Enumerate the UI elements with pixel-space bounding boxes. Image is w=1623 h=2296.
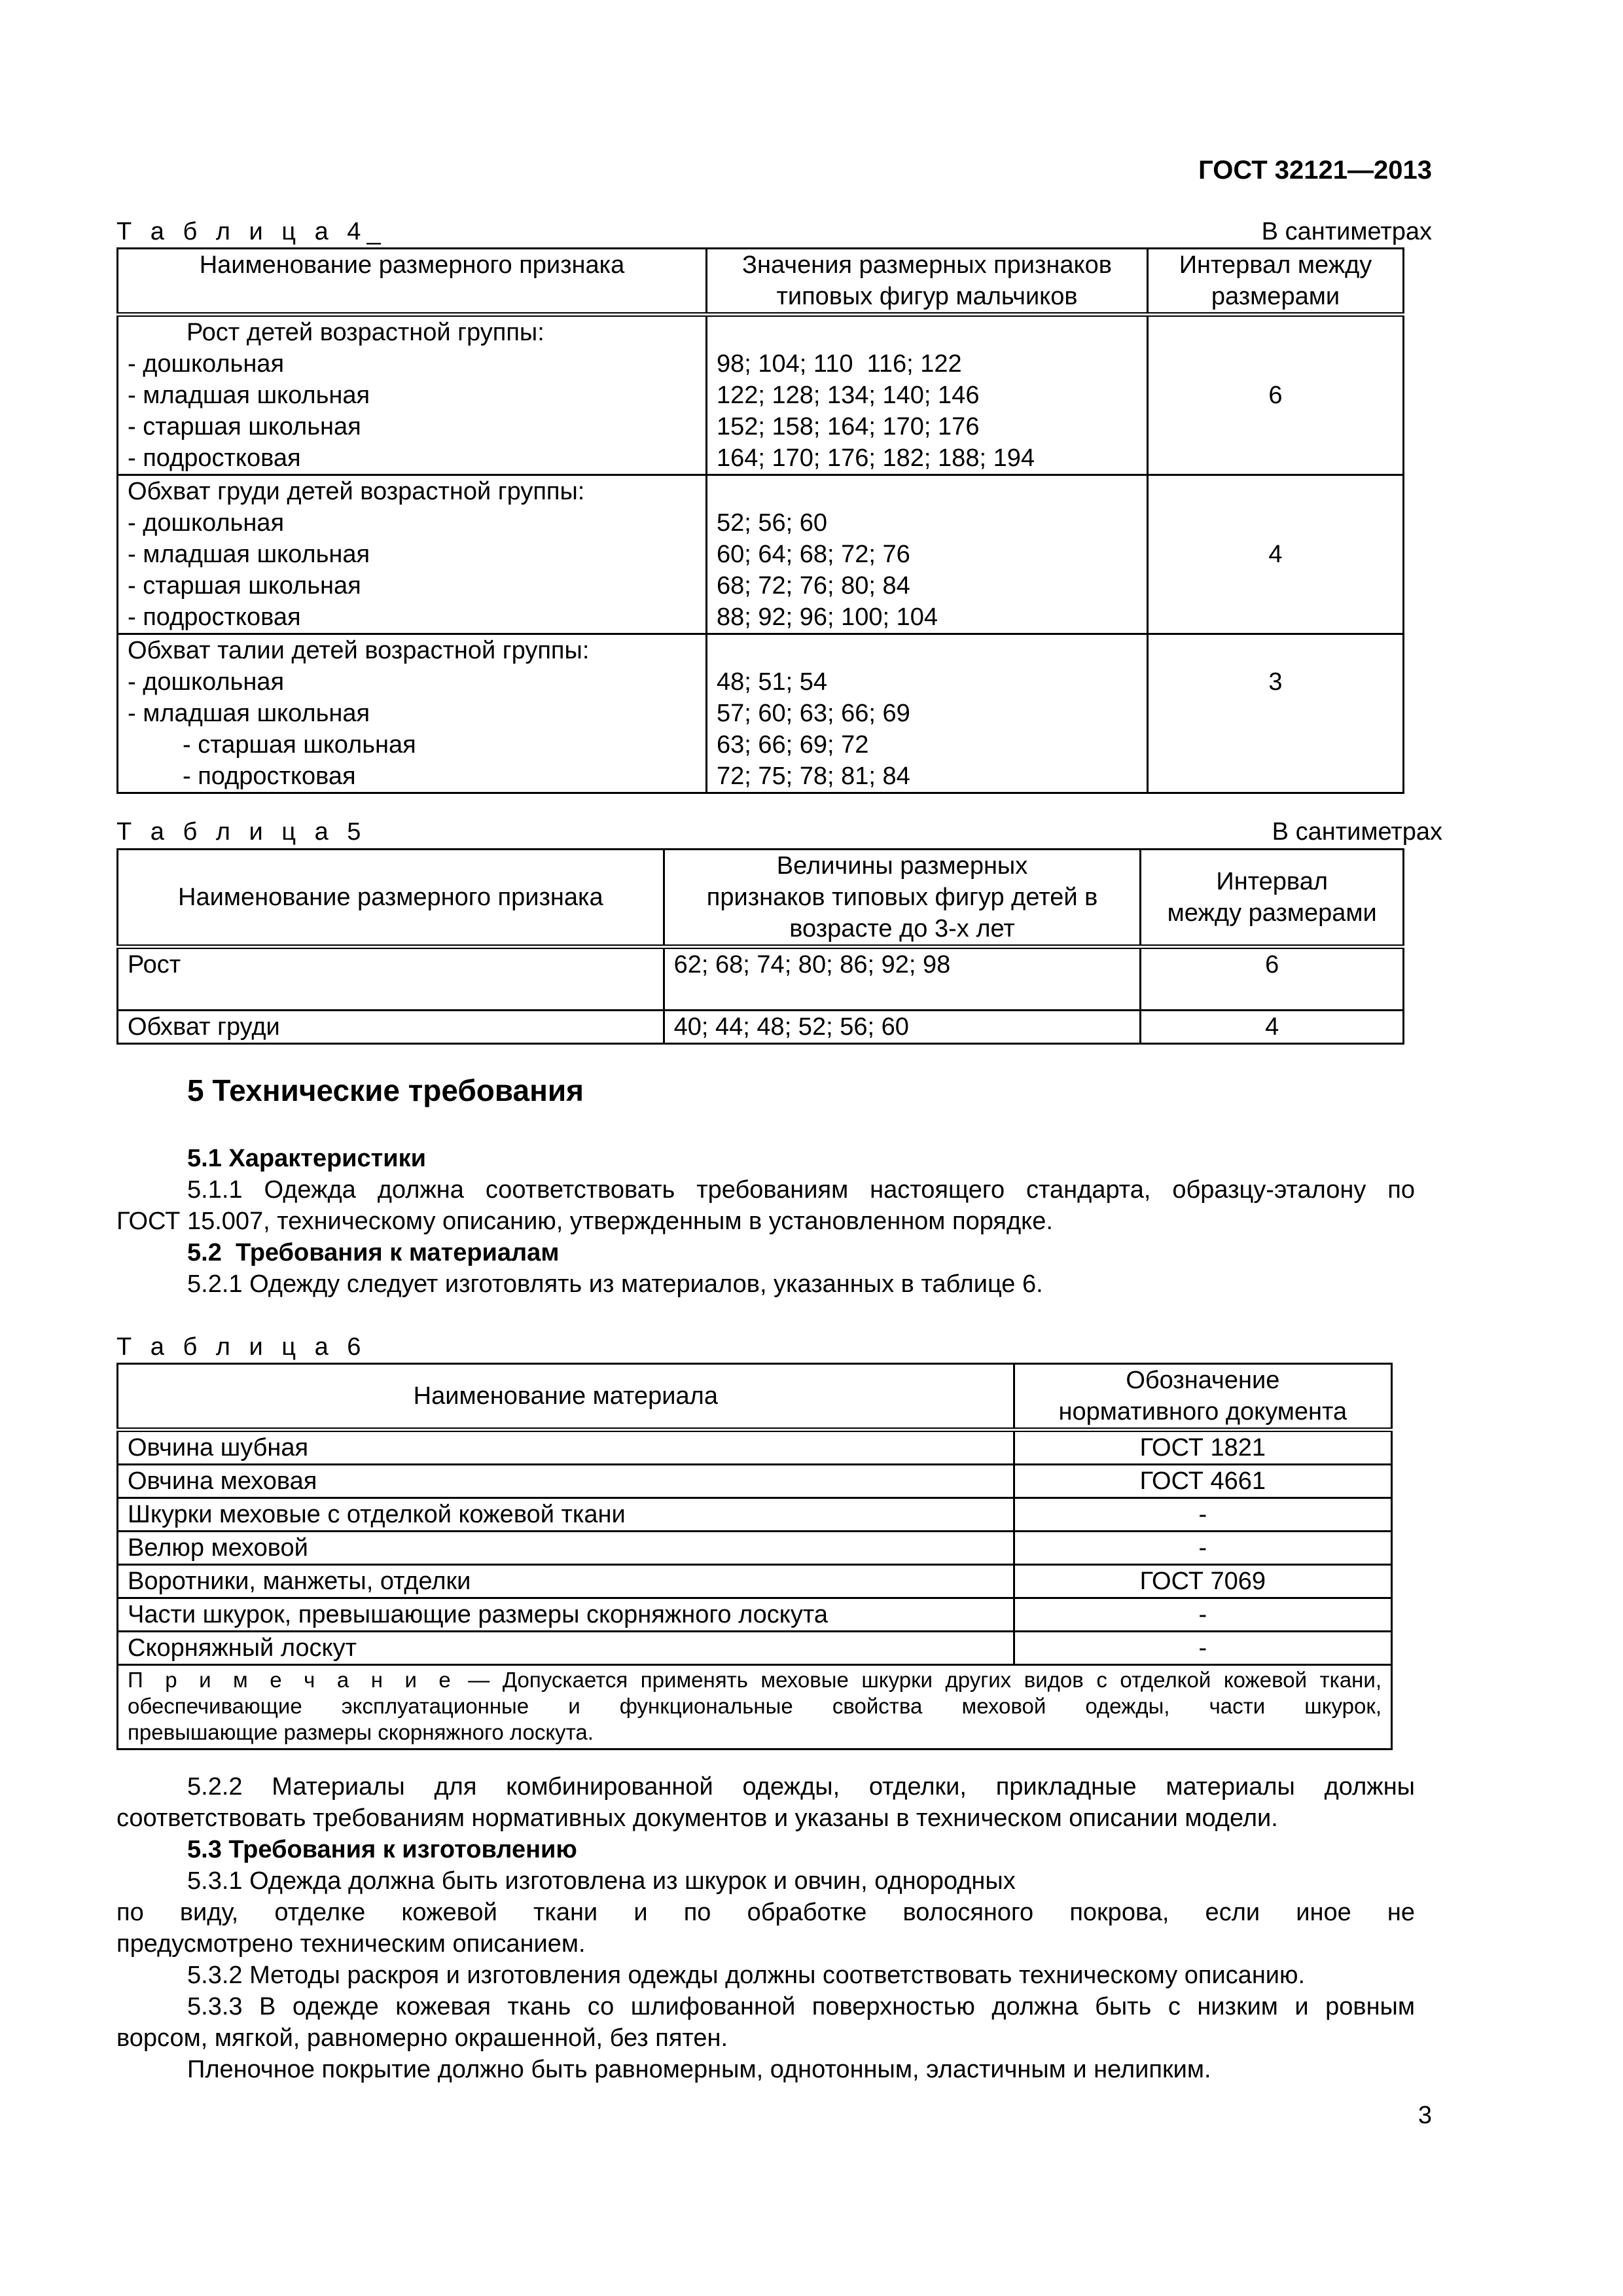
note-label: П р и м е ч а н и е [128, 1668, 455, 1692]
table4-group-height [118, 315, 1404, 475]
table4-group-waist [118, 634, 1404, 793]
table6-header-row [118, 1364, 1392, 1430]
table5-cell-interval: 4 [1141, 1011, 1404, 1044]
table6-note-row [118, 1665, 1392, 1749]
table6-header-doc: Обозначение нормативного документа [1014, 1364, 1391, 1430]
table5-caption: Т а б л и ц а 5 [116, 818, 367, 846]
table5-row [118, 1011, 1404, 1044]
paragraph-5-2-1: 5.2.1 Одежду следует изготовлять из материалов, указанных в таблице 6. [187, 1270, 1043, 1298]
table4-group-chest [118, 475, 1404, 634]
table6-note [118, 1665, 1392, 1749]
table5-header-interval: Интервал между размерами [1141, 850, 1404, 947]
caption-mark: _ [366, 218, 387, 245]
table4-group-labels: Обхват груди детей возрастной группы: - дошкольная - младшая школьная - старшая школьная - подростковая [118, 475, 707, 634]
table4-group-labels: Обхват талии детей возрастной группы: - дошкольная - младшая школьная - старшая школьная - подростковая [118, 634, 707, 793]
paragraph-film-coating: Пленочное покрытие должно быть равномерным, однотонным, эластичным и нелипким. [187, 2056, 1211, 2083]
table4-header-values: Значения размерных признаков типовых фигур мальчиков [706, 249, 1147, 315]
paragraph-5-3-1: 5.3.1 Одежда должна быть изготовлена из шкурок и овчин, однородных по виду, отделке кожевой ткани и по обработке волосяного покрова, если иное не предусмотрено техническим описанием. [116, 1867, 1415, 1958]
table6-cell-name: Шкурки меховые с отделкой кожевой ткани [118, 1498, 1014, 1532]
table5-header-values: Величины размерных признаков типовых фигур детей в возрасте до 3-х лет [664, 850, 1141, 947]
table6-row [118, 1598, 1392, 1632]
table5-header-name: Наименование размерного признака [118, 850, 664, 947]
table5-cell-interval: 6 [1141, 947, 1404, 1011]
page-number: 3 [1418, 2102, 1432, 2129]
table4-caption: Т а б л и ц а 4_ [116, 218, 387, 245]
paragraph-5-3-3: 5.3.3 В одежде кожевая ткань со шлифованной поверхностью должна быть с низким и ровным ворсом, мягкой, равномерно окрашенной, без пятен. [116, 1993, 1415, 2052]
paragraph-5-3-2: 5.3.2 Методы раскроя и изготовления одежды должны соответствовать техническому описанию. [187, 1962, 1306, 1989]
table6-cell-doc: ГОСТ 4661 [1014, 1465, 1391, 1498]
table6-cell-name: Скорняжный лоскут [118, 1632, 1014, 1665]
table5-cell-name: Обхват груди [118, 1011, 664, 1044]
document-code: ГОСТ 32121—2013 [1198, 156, 1432, 185]
table6-cell-doc: - [1014, 1498, 1391, 1532]
subsection-heading-5-1: 5.1 Характеристики [187, 1145, 427, 1172]
table6-caption: Т а б л и ц а 6 [116, 1333, 367, 1361]
table4 [116, 247, 1404, 794]
table4-group-values: 98; 104; 110 116; 122 122; 128; 134; 140; 146 152; 158; 164; 170; 176 164; 170; 176; 182; 188; 194 [706, 315, 1147, 475]
paragraph-5-2-2: 5.2.2 Материалы для комбинированной одежды, отделки, прикладные материалы должны соответствовать требованиям нормативных документов и указаны в техническом описании модели. [116, 1773, 1415, 1832]
table5-header-row [118, 850, 1404, 947]
table4-header-name: Наименование размерного признака [118, 249, 707, 315]
section-heading: 5 Технические требования [187, 1073, 584, 1107]
table6-cell-name: Велюр меховой [118, 1532, 1014, 1565]
table6-cell-doc: ГОСТ 7069 [1014, 1565, 1391, 1598]
table6-cell-doc: - [1014, 1598, 1391, 1632]
table4-group-interval: 4 [1148, 475, 1404, 634]
table6-cell-name: Овчина шубная [118, 1430, 1014, 1465]
table6-cell-doc: ГОСТ 1821 [1014, 1430, 1391, 1465]
table6-cell-name: Воротники, манжеты, отделки [118, 1565, 1014, 1598]
table6-row [118, 1565, 1392, 1598]
table5 [116, 848, 1404, 1045]
table5-row [118, 947, 1404, 1011]
table6-row [118, 1532, 1392, 1565]
table4-units: В сантиметрах [1261, 218, 1432, 245]
table6 [116, 1363, 1393, 1750]
table6-cell-name: Овчина меховая [118, 1465, 1014, 1498]
table5-cell-name: Рост [118, 947, 664, 1011]
paragraph-5-1-1: 5.1.1 Одежда должна соответствовать требованиям настоящего стандарта, образцу-эталону по ГОСТ 15.007, техническому описанию, утвержденным в установленном порядке. [116, 1176, 1415, 1235]
table6-cell-doc: - [1014, 1532, 1391, 1565]
table5-cell-values: 62; 68; 74; 80; 86; 92; 98 [664, 947, 1141, 1011]
table4-group-interval: 3 [1148, 634, 1404, 793]
note-text: обеспечивающие эксплуатационные и функциональные свойства меховой одежды, части шкурок, [128, 1694, 1382, 1718]
table5-units: В сантиметрах [1272, 818, 1442, 846]
note-text: — Допускается применять меховые шкурки других видов с отделкой кожевой ткани, [468, 1668, 1382, 1692]
table6-row [118, 1632, 1392, 1665]
table4-group-labels: Рост детей возрастной группы: - дошкольная - младшая школьная - старшая школьная - подростковая [118, 315, 707, 475]
table4-group-values: 52; 56; 60 60; 64; 68; 72; 76 68; 72; 76; 80; 84 88; 92; 96; 100; 104 [706, 475, 1147, 634]
table4-header-interval: Интервал между размерами [1148, 249, 1404, 315]
table6-header-name: Наименование материала [118, 1364, 1014, 1430]
table6-cell-name: Части шкурок, превышающие размеры скорняжного лоскута [118, 1598, 1014, 1632]
subsection-heading-5-3: 5.3 Требования к изготовлению [187, 1836, 577, 1863]
note-text: превышающие размеры скорняжного лоскута. [128, 1720, 594, 1744]
table6-cell-doc: - [1014, 1632, 1391, 1665]
table6-row [118, 1465, 1392, 1498]
table6-row [118, 1430, 1392, 1465]
table6-row [118, 1498, 1392, 1532]
table5-cell-values: 40; 44; 48; 52; 56; 60 [664, 1011, 1141, 1044]
subsection-heading-5-2: 5.2 Требования к материалам [187, 1239, 560, 1266]
table4-group-interval: 6 [1148, 315, 1404, 475]
table4-group-values: 48; 51; 54 57; 60; 63; 66; 69 63; 66; 69; 72 72; 75; 78; 81; 84 [706, 634, 1147, 793]
table4-header-row [118, 249, 1404, 315]
